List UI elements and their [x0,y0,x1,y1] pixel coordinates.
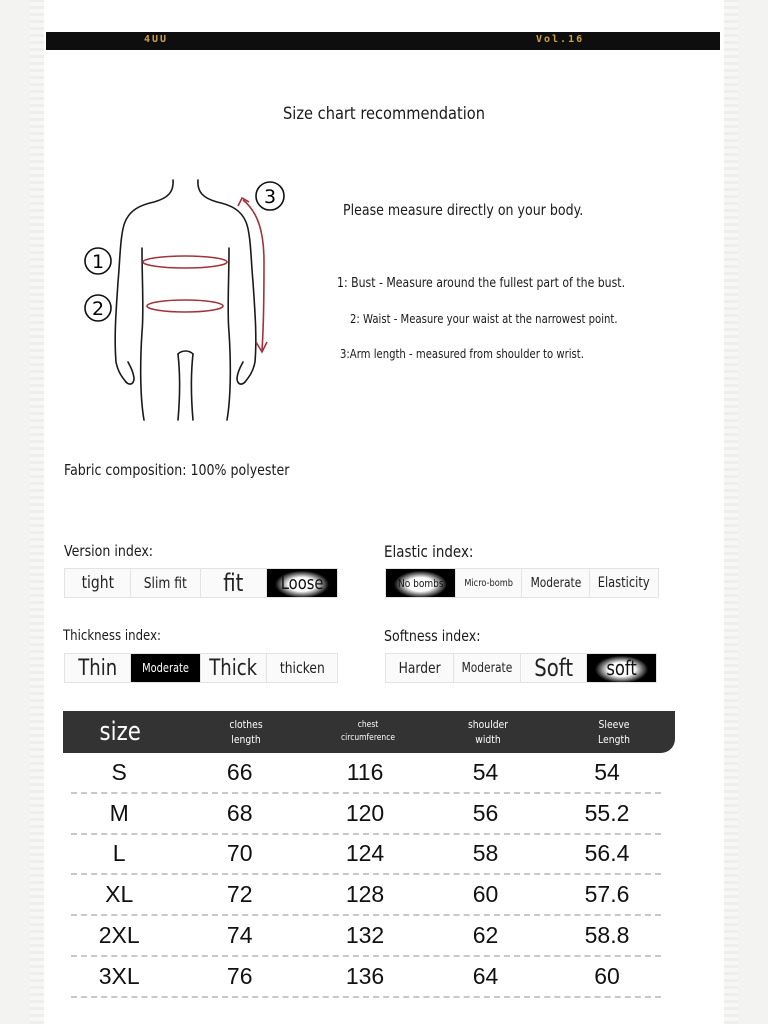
table-cell: 72 [226,881,253,908]
header-size: size [99,716,142,747]
elastic-option-moderate: Moderate [522,569,590,597]
thickness-index-scale [64,653,338,683]
table-cell: 68 [226,799,253,826]
thickness-option-thin: Thin [65,654,131,682]
table-cell: S [111,758,127,785]
size-table [63,711,675,998]
table-cell: 124 [345,840,385,867]
table-cell: 70 [226,840,253,867]
instruction-waist: 2: Waist - Measure your waist at the narrowest point. [350,312,618,326]
version-option-loose-selected: Loose [267,569,337,597]
table-cell: 62 [472,922,499,949]
thickness-option-thicken: thicken [279,659,325,677]
version-option-fit: fit [201,569,267,597]
version-option-tight: tight [65,569,131,597]
table-cell: 116 [346,758,384,785]
banner-left-text: 4UU [144,34,169,45]
elastic-index-scale [385,568,659,598]
table-cell: 56 [472,799,499,826]
svg-text:3: 3 [263,186,277,208]
table-cell: 74 [226,922,253,949]
paper-edge-right [724,0,738,1024]
version-index-scale [64,568,338,598]
marker-1 [85,248,111,274]
softness-option-moderate: Moderate [454,654,522,682]
table-row [71,875,661,916]
table-cell: 60 [594,962,620,989]
table-cell: 128 [345,881,385,908]
header-chest-circumference: chest circumference [340,720,396,743]
table-cell: 58 [472,840,499,867]
softness-option-harder: Harder [386,654,454,682]
version-option-slim-fit: Slim fit [131,569,201,597]
elastic-option-elasticity: Elasticity [598,575,650,591]
table-cell: 58.8 [584,922,630,949]
table-cell: 57.6 [584,881,630,908]
header-sleeve-length: Sleeve Length [598,718,630,746]
table-row [71,916,661,957]
table-cell: 2XL [98,922,140,949]
table-cell: 76 [226,962,253,989]
instruction-bust: 1: Bust - Measure around the fullest part of the bust. [337,276,626,291]
thickness-option-thick: Thick [201,654,267,682]
marker-3 [256,182,284,210]
table-cell: XL [105,881,134,908]
body-measurement-figure [78,172,292,424]
elastic-option-no-bombs-selected: No bombs [386,569,456,597]
softness-index-label: Softness index: [384,627,481,645]
page-title: Size chart recommendation [283,104,485,124]
table-cell: 132 [345,922,385,949]
instruction-arm-length: 3:Arm length - measured from shoulder to wrist. [340,347,584,361]
table-cell: 56.4 [584,840,630,867]
thickness-index-label: Thickness index: [63,628,162,644]
fabric-composition: Fabric composition: 100% polyester [64,461,290,479]
thickness-option-moderate-selected: Moderate [131,654,201,682]
table-cell: 66 [226,758,253,785]
table-cell: 54 [472,758,499,785]
table-cell: 64 [472,962,499,989]
svg-text:2: 2 [91,298,105,320]
table-row [71,835,661,876]
table-cell: M [109,799,129,826]
table-cell: L [112,840,126,867]
softness-option-soft-selected: soft [587,654,656,682]
header-shoulder-width: shoulder width [467,718,509,746]
elastic-index-label: Elastic index: [384,542,474,561]
table-cell: 55.2 [584,799,630,826]
size-table-body [71,753,661,998]
size-table-header [63,711,675,753]
table-cell: 60 [472,881,499,908]
table-cell: 3XL [98,962,140,989]
paper-edge-left [30,0,44,1024]
table-cell: 120 [345,799,385,826]
svg-text:1: 1 [91,251,105,273]
table-cell: 54 [594,758,620,785]
softness-index-scale [385,653,657,683]
instruction-heading: Please measure directly on your body. [343,201,584,219]
softness-option-soft: Soft [521,654,587,682]
table-cell: 136 [345,962,385,989]
version-index-label: Version index: [64,542,154,560]
banner-volume-text: Vol.16 [536,34,585,45]
header-clothes-length: clothes length [228,718,263,746]
top-banner [46,32,720,50]
elastic-option-micro-bomb: Micro-bomb [456,569,522,597]
marker-2 [85,295,111,321]
table-row [71,753,661,794]
table-row [71,957,661,998]
table-row [71,794,661,835]
